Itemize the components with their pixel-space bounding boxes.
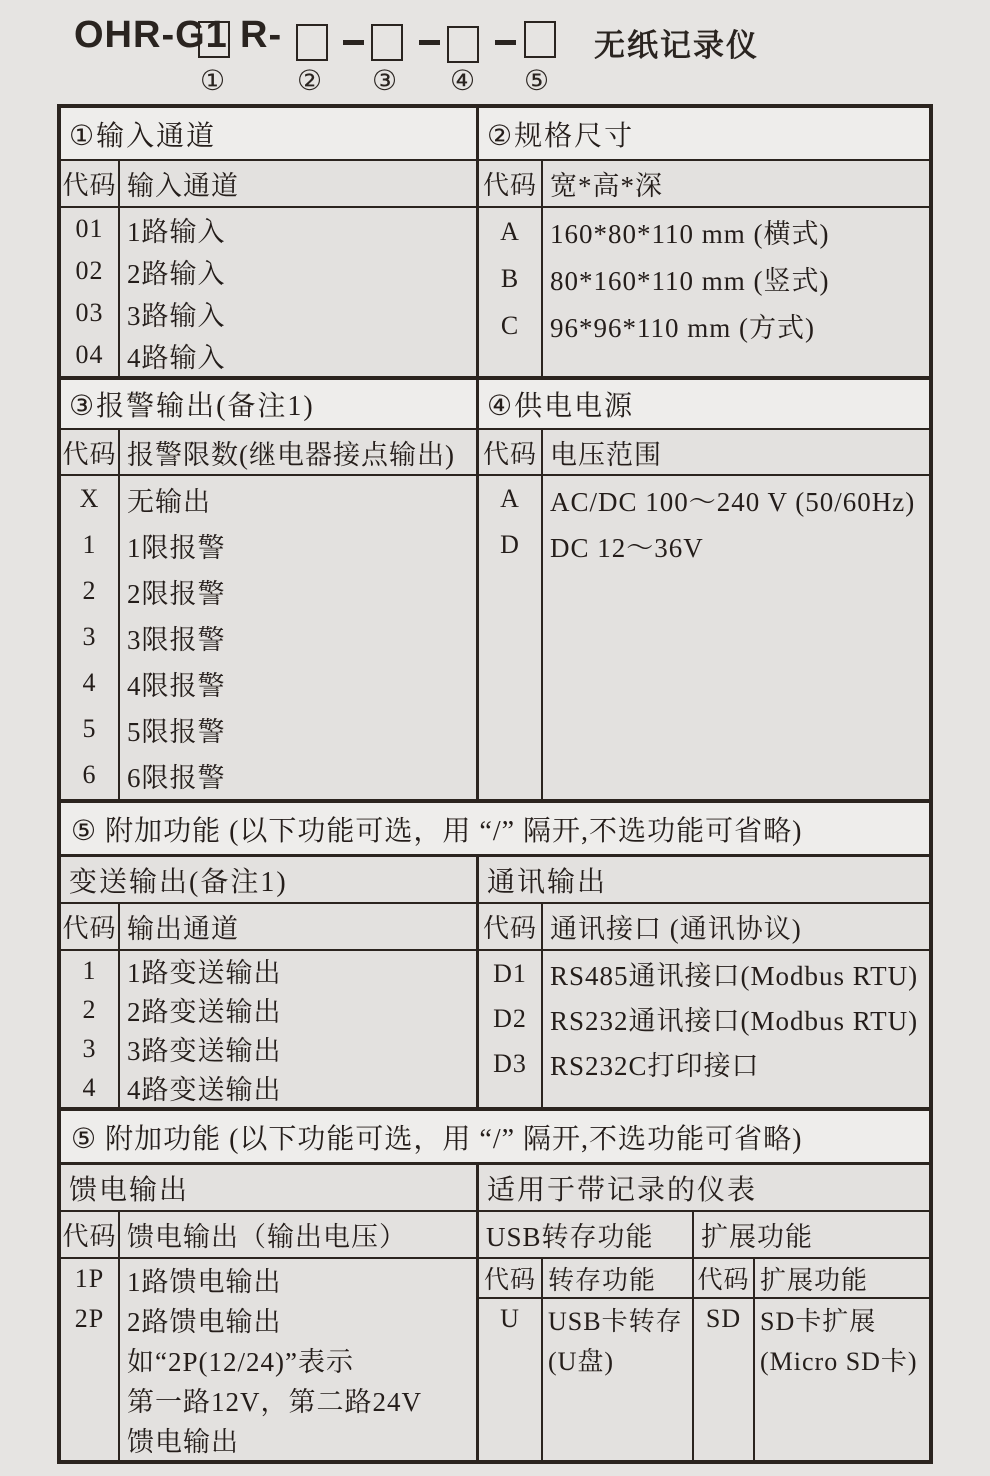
usb-function-header: USB转存功能 (479, 1212, 694, 1257)
usb-code-column (479, 1299, 543, 1460)
desc-cell: 1路变送输出 (127, 958, 282, 988)
data-row-transmit-comm (61, 949, 929, 1107)
sd-body (694, 1299, 929, 1460)
code-cell: 6 (82, 760, 97, 789)
dash-separator-1 (343, 40, 364, 45)
desc-cell: 80*160*110 mm (竖式) (550, 266, 830, 296)
desc-cell: 2限报警 (127, 578, 226, 609)
alarm-code-col-header: 代码 (61, 430, 120, 474)
desc-cell: 无输出 (127, 486, 211, 517)
desc-cell: 3限报警 (127, 624, 226, 655)
transmit-code-column (61, 951, 120, 1107)
sd-code-col-header: 代码 (694, 1259, 755, 1297)
section-input-header: ①输入通道 (69, 120, 217, 152)
code-cell: SD (705, 1304, 742, 1333)
desc-cell: 6限报警 (127, 762, 226, 793)
desc-cell: 2路馈电输出 (127, 1306, 282, 1337)
section-size-header: ②规格尺寸 (487, 120, 635, 152)
usb-code-col-header: 代码 (479, 1259, 543, 1297)
subheader-row-3 (61, 902, 929, 949)
model-code-box-5 (524, 21, 556, 58)
alarm-desc-column (120, 476, 476, 799)
feed-header: 馈电输出 (69, 1174, 190, 1206)
model-code-box-2 (296, 24, 328, 61)
subheader-row-2 (61, 428, 929, 474)
code-cell: 2 (82, 994, 97, 1024)
transmit-desc-col-header: 输出通道 (127, 914, 239, 944)
desc-cell: 5限报警 (127, 716, 226, 747)
position-marker-4: ④ (450, 64, 476, 97)
model-code-box-4 (447, 26, 479, 63)
feed-note-line: 如“2P(12/24)”表示 (127, 1346, 354, 1377)
extra-functions-band-2-text: ⑤ 附加功能 (以下功能可选，用 “/” 隔开,不选功能可省略) (71, 1123, 803, 1155)
sd-subheader-row (694, 1259, 929, 1299)
desc-cell: (U盘) (548, 1346, 615, 1376)
transmit-code-col-header: 代码 (61, 904, 120, 949)
alarm-code-column (61, 476, 120, 799)
section-alarm-header: ③报警输出(备注1) (69, 391, 315, 422)
desc-cell: 3路变送输出 (127, 1036, 282, 1066)
model-code-box-3 (371, 24, 403, 61)
section-header-row-1 (61, 108, 929, 159)
position-marker-2: ② (297, 64, 323, 97)
power-desc-col-header: 电压范围 (550, 439, 662, 470)
desc-cell: RS232C打印接口 (550, 1051, 760, 1081)
desc-cell: SD卡扩展 (760, 1306, 877, 1336)
power-code-col-header: 代码 (479, 430, 543, 474)
code-cell: 01 (75, 214, 104, 243)
model-code-box-1 (198, 21, 230, 58)
comm-desc-column (543, 951, 929, 1107)
desc-cell: 4路输入 (127, 342, 226, 373)
usb-desc-column (543, 1299, 692, 1460)
desc-cell: 2路输入 (127, 258, 226, 289)
desc-cell: 4路变送输出 (127, 1075, 282, 1105)
input-desc-col-header: 输入通道 (127, 171, 239, 201)
code-cell: 1P (74, 1264, 105, 1293)
code-cell: D2 (493, 1003, 527, 1033)
subheader-row-4 (61, 1210, 929, 1257)
comm-code-column (479, 951, 543, 1107)
dash-separator-3 (495, 40, 516, 45)
sd-code-column (694, 1299, 755, 1460)
code-cell: D (500, 530, 520, 559)
code-cell: 2P (74, 1304, 105, 1333)
code-cell: A (500, 216, 520, 246)
feed-desc-column (120, 1259, 476, 1460)
size-desc-col-header: 宽*高*深 (550, 171, 663, 201)
code-cell: 5 (82, 714, 97, 743)
feed-desc-col-header: 馈电输出（输出电压） (127, 1222, 407, 1252)
comm-header: 通讯输出 (487, 866, 608, 898)
size-desc-column (543, 208, 929, 376)
desc-cell: 1路输入 (127, 216, 226, 247)
code-cell: X (79, 484, 100, 513)
feed-code-col-header: 代码 (61, 1212, 120, 1257)
code-cell: 3 (82, 1033, 97, 1063)
code-cell: 4 (82, 668, 97, 697)
code-cell: D1 (493, 958, 527, 988)
selection-table (57, 104, 933, 1464)
sd-desc-col-header: 扩展功能 (760, 1265, 869, 1295)
extra-functions-band-1-text: ⑤ 附加功能 (以下功能可选，用 “/” 隔开,不选功能可省略) (71, 815, 803, 847)
code-cell: D3 (493, 1048, 527, 1078)
extra-functions-band-2 (61, 1107, 929, 1162)
subsection-header-row-2 (61, 1162, 929, 1210)
model-code-title (0, 0, 990, 104)
code-cell: 4 (82, 1072, 97, 1102)
code-cell: C (500, 310, 520, 340)
input-desc-column (120, 208, 476, 376)
transmit-header: 变送输出(备注1) (69, 866, 288, 898)
section-power-header: ④供电电源 (487, 391, 635, 422)
desc-cell: 2路变送输出 (127, 997, 282, 1027)
code-cell: 03 (75, 298, 104, 327)
position-marker-3: ③ (372, 64, 398, 97)
code-cell: 1 (82, 530, 97, 559)
usb-function-block (479, 1259, 694, 1460)
input-code-col-header: 代码 (61, 161, 120, 206)
product-name: 无纸记录仪 (594, 28, 759, 63)
desc-cell: RS485通讯接口(Modbus RTU) (550, 961, 919, 991)
subsection-header-row-1 (61, 854, 929, 902)
alarm-desc-col-header: 报警限数(继电器接点输出) (127, 439, 455, 470)
code-cell: 02 (75, 256, 104, 285)
code-cell: 1 (82, 955, 97, 985)
desc-cell: (Micro SD卡) (760, 1346, 918, 1376)
code-cell: A (500, 484, 520, 513)
section-header-row-2 (61, 376, 929, 428)
comm-desc-col-header: 通讯接口 (通讯协议) (550, 914, 802, 944)
desc-cell: DC 12～36V (550, 532, 704, 563)
extra-functions-band-1 (61, 799, 929, 854)
code-cell: 04 (75, 340, 104, 369)
desc-cell: 160*80*110 mm (横式) (550, 219, 830, 249)
code-cell: 2 (82, 576, 97, 605)
desc-cell: RS232通讯接口(Modbus RTU) (550, 1006, 919, 1036)
code-cell: B (500, 263, 520, 293)
sd-function-header: 扩展功能 (701, 1222, 813, 1252)
record-header: 适用于带记录的仪表 (487, 1174, 758, 1206)
power-code-column (479, 476, 543, 799)
dash-separator-2 (419, 40, 440, 45)
usb-subheader-row (479, 1259, 692, 1299)
code-cell: 3 (82, 622, 97, 651)
desc-cell: 1限报警 (127, 532, 226, 563)
model-prefix: OHR-G1 (74, 14, 228, 56)
comm-code-col-header: 代码 (479, 904, 543, 949)
desc-cell: 1路馈电输出 (127, 1266, 282, 1297)
usb-desc-col-header: 转存功能 (548, 1265, 657, 1295)
data-row-feed-record (61, 1257, 929, 1460)
feed-note-line: 馈电输出 (127, 1426, 239, 1457)
desc-cell: AC/DC 100～240 V (50/60Hz) (550, 486, 916, 517)
position-marker-1: ① (200, 64, 226, 97)
size-code-column (479, 208, 543, 376)
model-r-segment: R- (240, 14, 283, 56)
subheader-row-1 (61, 159, 929, 206)
position-marker-5: ⑤ (524, 64, 550, 97)
size-code-col-header: 代码 (479, 161, 543, 206)
sd-desc-column (755, 1299, 929, 1460)
desc-cell: USB卡转存 (548, 1306, 683, 1336)
usb-body (479, 1299, 692, 1460)
code-cell: U (500, 1304, 520, 1333)
desc-cell: 3路输入 (127, 300, 226, 331)
feed-code-column (61, 1259, 120, 1460)
sd-function-block (694, 1259, 929, 1460)
record-functions-quad (479, 1259, 929, 1460)
power-desc-column (543, 476, 929, 799)
transmit-desc-column (120, 951, 476, 1107)
feed-note-line: 第一路12V，第二路24V (127, 1386, 422, 1417)
input-code-column (61, 208, 120, 376)
data-row-alarm-power (61, 474, 929, 799)
desc-cell: 96*96*110 mm (方式) (550, 313, 815, 343)
data-row-input-size (61, 206, 929, 376)
desc-cell: 4限报警 (127, 670, 226, 701)
